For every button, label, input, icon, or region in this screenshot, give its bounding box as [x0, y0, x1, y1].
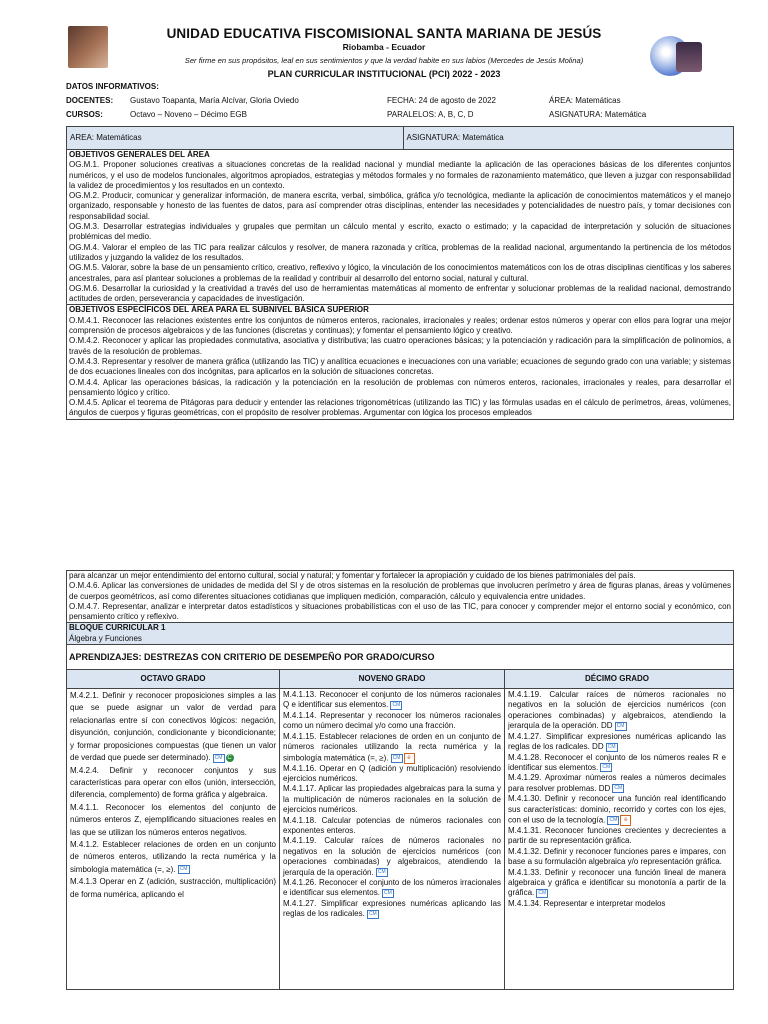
- skill-item: M.4.1.17. Aplicar las propiedades algebraicas para la suma y la multiplicación de números racionales en la solución de ejercicios numéricos.: [283, 784, 501, 815]
- area-row: [67, 127, 733, 150]
- oe-item: O.M.4.7. Representar, analizar e interpretar datos estadísticos y situaciones probabilísticas con el uso de las TIC, para conocer y comprender mejor el entorno social y económico, con pensamiento crítico y reflexivo.: [69, 601, 731, 622]
- institution-name: UNIDAD EDUCATIVA FISCOMISIONAL SANTA MARIANA DE JESÚS: [166, 26, 602, 41]
- skill-item: M.4.1.15. Establecer relaciones de orden en un conjunto de números racionales utilizando la recta numérica y la simbología matemática (=, ≥). CM e: [283, 731, 501, 763]
- skill-item: M.4.1.29. Aproximar números reales a números decimales para resolver problemas. DD CM: [508, 773, 726, 793]
- skill-item: M.4.1.34. Representar e interpretar modelos: [508, 898, 666, 908]
- ce-icon: e: [404, 753, 415, 764]
- document-header: [0, 0, 768, 88]
- grade-header: OCTAVO GRADO: [67, 670, 280, 688]
- plan-title: PLAN CURRICULAR INSTITUCIONAL (PCI) 2022 - 2023: [267, 69, 501, 79]
- oe-item: O.M.4.6. Aplicar las conversiones de unidades de medida del SI y de otros sistemas en la resolución de problemas que involucren perímetro y área de figuras planas, áreas y volúmenes de cuerpos geométricos, así como diferentes situaciones cotidianas que impliquen medición, comparación, cálculo y equivalencia entre unidades.: [69, 581, 731, 601]
- decimo-column: [505, 689, 729, 989]
- cm-icon: CM: [367, 910, 379, 919]
- cm-icon: CM: [382, 889, 394, 898]
- cm-icon: CM: [607, 816, 619, 825]
- oe-item: O.M.4.5. Aplicar el teorema de Pitágoras para deducir y entender las relaciones trigonométricas (utilizando las TIC) y las fórmulas usadas en el cálculo de perímetros, áreas, volúmenes, ángulos de cuerpos y figuras geométricas, con el propósito de resolver problemas. Argumentar con lógica los procesos empleados: [69, 398, 731, 418]
- page-2: [0, 562, 768, 1024]
- docentes-value: Gustavo Toapanta, María Alcívar, Gloria Oviedo: [130, 96, 299, 105]
- cm-icon: CM: [612, 784, 624, 793]
- objectives-continuation: [67, 571, 733, 623]
- skill-item: M.4.1.32. Definir y reconocer funciones pares e impares, con base a su formulación algebraica y/o representación gráfica.: [508, 846, 726, 867]
- og-item: OG.M.3. Desarrollar estrategias individuales y grupales que permitan un cálculo mental y escrito, exacto o estimado; y la capacidad de interpretación y solución de situaciones problémicas del medio.: [69, 222, 731, 242]
- skill-item: M.4.1.26. Reconocer el conjunto de los números irracionales e identificar sus elementos. CM: [283, 878, 501, 898]
- area-label: ÁREA: Matemáticas: [549, 96, 621, 105]
- skill-item: M.4.2.1. Definir y reconocer proposiciones simples a las que se puede asignar un valor de verdad para relacionarlas entre sí con conectivos lógicos: negación, disyunción, conjunción, condicionante y bicondicionante; y formar proposiciones compuestas (que tienen un valor de verdad que puede ser determinado). CM C: [70, 691, 276, 763]
- skill-item: M.4.1.19. Calcular raíces de números racionales no negativos en la solución de ejercicios numéricos (con operaciones combinadas) y algebraicos, atendiendo la jerarquía de la operación. CM: [283, 836, 501, 877]
- bloque-name: Álgebra y Funciones: [69, 633, 142, 643]
- skill-item: M.4.1.28. Reconocer el conjunto de los números reales R e identificar sus elementos. CM: [508, 752, 726, 772]
- page-1: [0, 0, 768, 490]
- grade-header-row: [67, 670, 733, 689]
- og-item: OG.M.6. Desarrollar la curiosidad y la creatividad a través del uso de herramientas matemáticas al momento de enfrentar y solucionar problemas de la realidad nacional, demostrando actitudes de orden, perseverancia y capacidades de investigación.: [69, 283, 731, 304]
- skills-row: [67, 689, 733, 989]
- cm-icon: CM: [391, 754, 403, 763]
- oe-item: O.M.4.3. Representar y resolver de manera gráfica (utilizando las TIC) y analítica ecuaciones e inecuaciones con una variable; ecuaciones de segundo grado con una variable; y sistemas de dos ecuaciones lineales con dos incógnitas, para aplicarlos en la solución de situaciones concretas.: [69, 356, 731, 377]
- skill-item: M.4.1.1. Reconocer los elementos del conjunto de números enteros Z, ejemplificando situaciones reales en las que se utilizan los números enteros negativos.: [70, 802, 276, 837]
- skill-item: M.4.1.33. Definir y reconocer una función lineal de manera algebraica y gráfica e identificar su monotonía a partir de la gráfica. CM: [508, 867, 726, 898]
- oe-item: O.M.4.4. Aplicar las operaciones básicas, la radicación y la potenciación en la resolución de problemas con números enteros, racionales, irracionales y reales, para desarrollar el pensamiento lógico y crítico.: [69, 377, 731, 397]
- og-item: OG.M.1. Proponer soluciones creativas a situaciones concretas de la realidad nacional y mundial mediante la aplicación de las operaciones básicas de los diferentes conjuntos numéricos, y el uso de modelos funcionales, algoritmos apropiados, estrategias y métodos formales y no formales de razonamiento matemático, que lleven a juzgar con responsabilidad la validez de procedimientos y los resultados en un contexto.: [69, 160, 731, 190]
- paralelos: PARALELOS: A, B, C, D: [387, 110, 474, 119]
- general-objectives: [67, 150, 733, 305]
- cursos-label: CURSOS:: [66, 110, 103, 119]
- skill-item: M.4.1.14. Representar y reconocer los números racionales como un número decimal y/o como una fracción.: [283, 710, 501, 731]
- info-heading: DATOS INFORMATIVOS:: [66, 82, 159, 91]
- curriculum-table: [66, 570, 734, 990]
- area-cell: AREA: Matemáticas: [67, 127, 404, 149]
- motto: Ser firme en sus propósitos, leal en sus sentimientos y que la verdad habite en sus labios (Mercedes de Jesús Molina): [184, 56, 584, 65]
- cg-icon: C: [227, 755, 232, 761]
- skill-item: M.4.1.16. Operar en Q (adición y multiplicación) resolviendo ejercicios numéricos.: [283, 763, 501, 783]
- cm-icon: CM: [213, 754, 225, 763]
- city: Riobamba - Ecuador: [342, 42, 426, 52]
- aprendizajes-title: APRENDIZAJES: DESTREZAS CON CRITERIO DE DESEMPEÑO POR GRADO/CURSO: [69, 652, 435, 663]
- cm-icon: CM: [600, 763, 612, 772]
- skill-item: M.4.1.3 Operar en Z (adición, sustracción, multiplicación) de forma numérica, aplicando el: [70, 877, 276, 899]
- cm-icon: CM: [606, 743, 618, 752]
- asignatura-label: ASIGNATURA: Matemática: [549, 110, 647, 119]
- noveno-column: [280, 689, 505, 989]
- skill-item: M.4.1.27. Simplificar expresiones numéricas aplicando las reglas de los radicales. DD CM: [508, 731, 726, 752]
- oe-item: O.M.4.2. Reconocer y aplicar las propiedades conmutativa, asociativa y distributiva; las cuatro operaciones básicas; y la potenciación y radicación para la simplificación de polinomios, a través de la resolución de problemas.: [69, 336, 731, 356]
- skill-item: M.4.1.27. Simplificar expresiones numéricas aplicando las reglas de los radicales. CM: [283, 898, 501, 919]
- skill-item: M.4.1.13. Reconocer el conjunto de los números racionales Q e identificar sus elementos. CM: [283, 690, 501, 710]
- skill-item: M.4.1.30. Definir y reconocer una función real identificando sus características: dominio, recorrido y cortes con los ejes, con el uso de la tecnología. CM e: [508, 794, 726, 825]
- skill-item: M.4.1.19. Calcular raíces de números racionales no negativos en la solución de ejercicios numéricos (con operaciones combinadas) y algebraicos, atendiendo la jerarquía de la operación. DD CM: [508, 690, 726, 731]
- ce-icon: e: [620, 815, 631, 826]
- cm-icon: CM: [376, 868, 388, 877]
- specific-objectives: [67, 305, 733, 418]
- og-title: OBJETIVOS GENERALES DEL ÁREA: [69, 150, 210, 159]
- bloque-row: [67, 623, 733, 645]
- cursos-value: Octavo – Noveno – Décimo EGB: [130, 110, 247, 119]
- oe-item: O.M.4.1. Reconocer las relaciones existentes entre los conjuntos de números enteros, racionales, irracionales y reales; ordenar estos números y operar con ellos para lograr una mejor comprensión de procesos algebraicos y de las funciones (discretas y continuas); y fomentar el pensamiento lógico y creativo.: [69, 315, 731, 336]
- skill-item: M.4.1.18. Calcular potencias de números racionales con exponentes enteros.: [283, 815, 501, 835]
- og-item: OG.M.2. Producir, comunicar y generalizar información, de manera escrita, verbal, simbólica, gráfica y/o tecnológica, mediante la aplicación de conocimientos matemáticos y el manejo organizado, responsable y honesto de las fuentes de datos, para así comprender otras disciplinas, entender las necesidades y potencialidades de nuestro país, y tomar decisiones con responsabilidad social.: [69, 191, 731, 221]
- oe-continuation: para alcanzar un mejor entendimiento del entorno cultural, social y natural; y fomentar y fortalecer la apropiación y cuidado de los bienes patrimoniales del país.: [69, 571, 636, 580]
- docentes-label: DOCENTES:: [66, 96, 114, 105]
- oe-title: OBJETIVOS ESPECÍFICOS DEL ÁREA PARA EL SUBNIVEL BÁSICA SUPERIOR: [69, 305, 369, 315]
- grade-header: NOVENO GRADO: [280, 670, 505, 688]
- og-item: OG.M.4. Valorar el empleo de las TIC para realizar cálculos y resolver, de manera razonada y crítica, problemas de la realidad nacional, argumentando la pertinencia de los métodos utilizados y juzgando la validez de los resultados.: [69, 242, 731, 262]
- skill-item: M.4.1.31. Reconocer funciones crecientes y decrecientes a partir de su representación gráfica.: [508, 825, 726, 846]
- grade-header: DÉCIMO GRADO: [585, 674, 649, 684]
- cm-icon: CM: [615, 722, 627, 731]
- octavo-column: [67, 689, 280, 989]
- og-item: OG.M.5. Valorar, sobre la base de un pensamiento crítico, creativo, reflexivo y lógico, la vinculación de los conocimientos matemáticos con los de otras disciplinas científicas y los saberes ancestrales, para así plantear soluciones a problemas de la realidad y contribuir al desarrollo del entorno social, natural y cultural.: [69, 263, 731, 283]
- cm-icon: CM: [390, 701, 402, 710]
- objectives-table: [66, 126, 734, 420]
- cm-icon: CM: [536, 889, 548, 898]
- skill-item: M.4.2.4. Definir y reconocer conjuntos y sus características para operar con ellos (unión, intersección, diferencia, complemento) de forma gráfica y algebraica.: [70, 765, 276, 800]
- skill-item: M.4.1.2. Establecer relaciones de orden en un conjunto de números enteros, utilizando la recta numérica y la simbología matemática (=, ≥). CM: [70, 839, 276, 874]
- aprendizajes-row: [67, 645, 733, 670]
- cm-icon: CM: [178, 865, 190, 874]
- fecha: FECHA: 24 de agosto de 2022: [387, 96, 496, 105]
- bloque-title: BLOQUE CURRICULAR 1: [69, 623, 166, 633]
- asignatura-cell: ASIGNATURA: Matemática: [406, 133, 504, 142]
